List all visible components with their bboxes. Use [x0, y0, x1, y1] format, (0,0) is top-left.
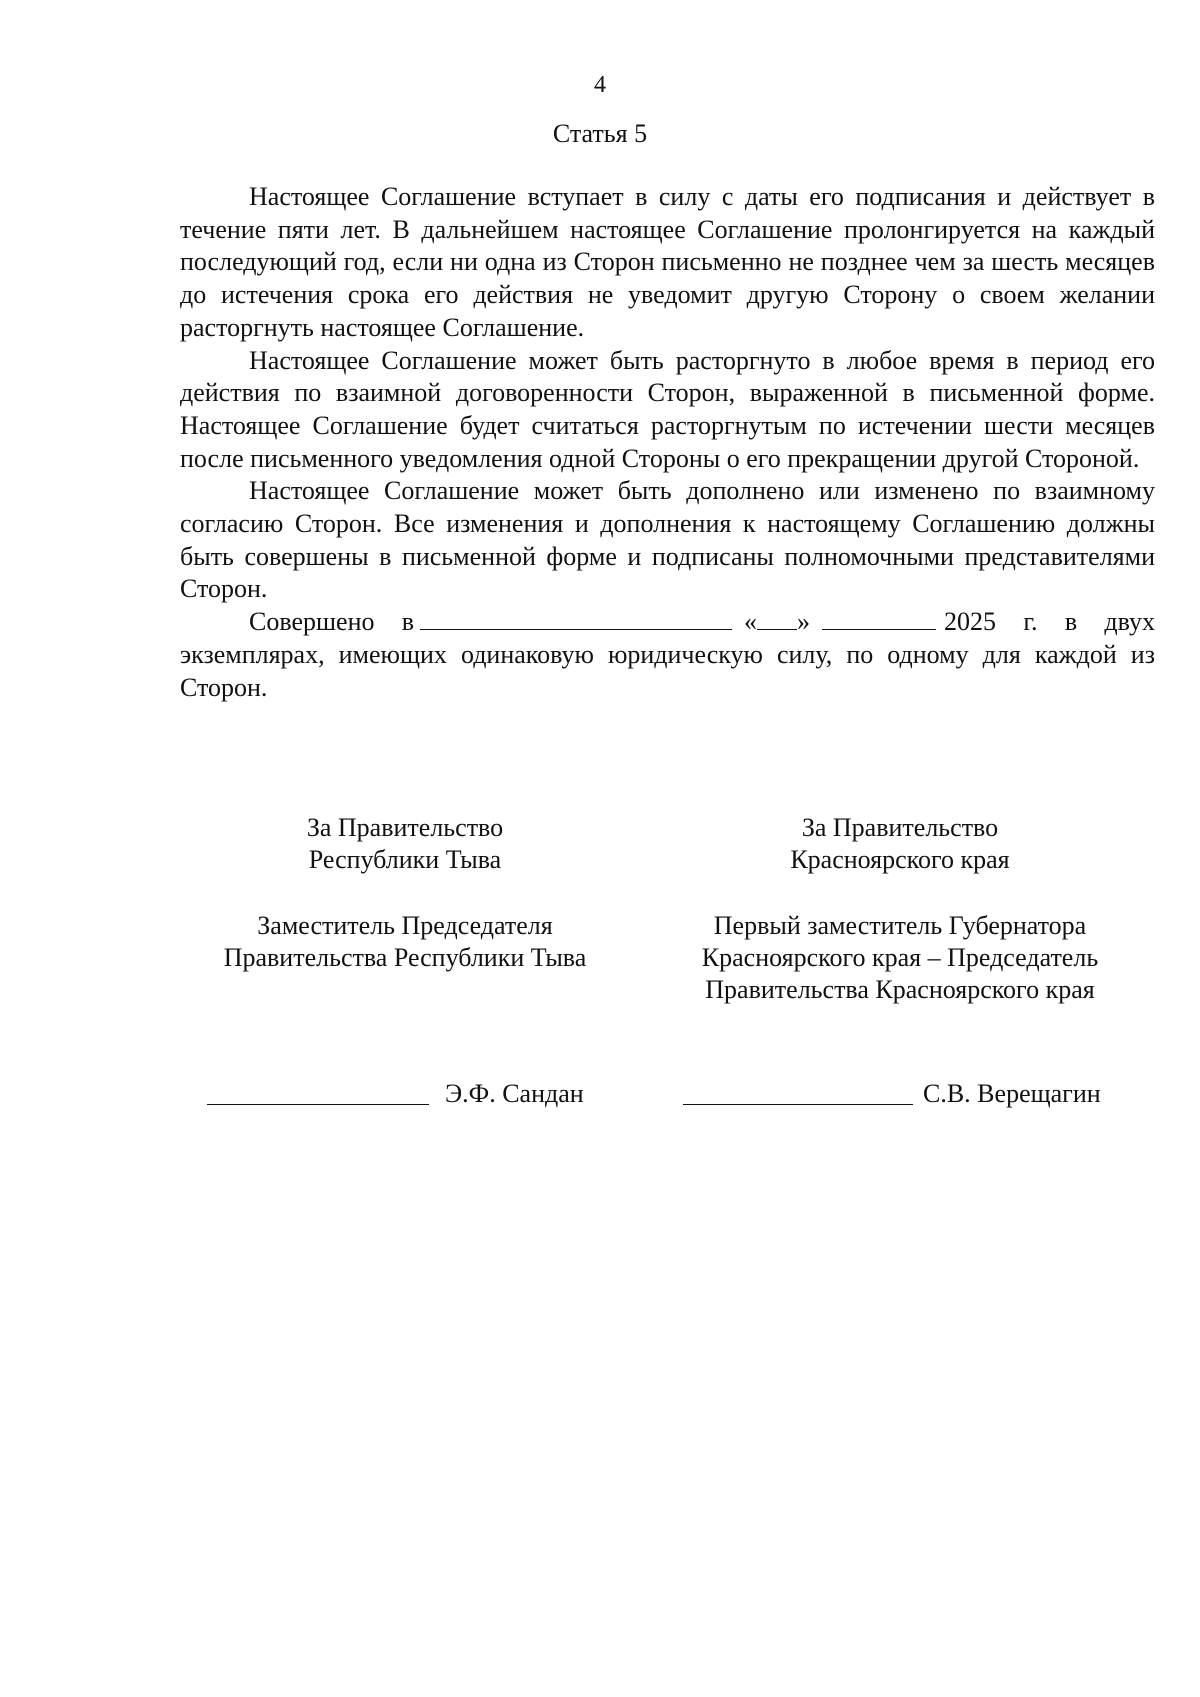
right-position-line-1: Первый заместитель Губернатора: [713, 911, 1087, 940]
executed-prefix: Совершено в: [249, 607, 415, 637]
page-number: 4: [594, 72, 606, 98]
left-position-line-1: Заместитель Председателя: [257, 911, 553, 940]
executed-year-suffix: 2025 г. в двух экземплярах, имеющих одинаковую юридическую силу, по одному для каждой из Сторон.: [180, 607, 1156, 702]
article-body: [180, 181, 1155, 704]
right-party-line-1: За Правительство: [801, 813, 999, 842]
month-blank: [822, 607, 936, 630]
quote-close: »: [797, 607, 811, 637]
left-party-line-1: За Правительство: [306, 813, 504, 842]
article-title: Статья 5: [552, 119, 648, 148]
right-signature-line: [683, 1104, 913, 1105]
right-position-line-2: Красноярского края – Председатель: [701, 943, 1099, 972]
right-signer-name: С.В. Верещагин: [923, 1079, 1101, 1108]
paragraph-1: Настоящее Соглашение вступает в силу с даты его подписания и действует в течение пяти лет. В дальнейшем настоящее Соглашение пролонгируется на каждый последующий год, если ни одна из Сторон письменно не позднее чем за шесть месяцев до истечения срока его действия не уведомит другую Сторону о своем желании расторгнуть настоящее Соглашение.: [180, 182, 1155, 342]
right-party-line-2: Красноярского края: [790, 845, 1010, 874]
paragraph-3: Настоящее Соглашение может быть дополнено или изменено по взаимному согласию Сторон. Все изменения и дополнения к настоящему Соглашению должны быть совершены в письменной форме и подписаны полномочными представителями Сторон.: [180, 476, 1155, 604]
left-party-heading: [195, 812, 615, 876]
executed-clause: [180, 606, 1155, 704]
left-position-line-2: Правительства Республики Тыва: [223, 943, 587, 972]
day-blank: [757, 607, 797, 630]
left-party-line-2: Республики Тыва: [308, 845, 502, 874]
right-position-line-3: Правительства Красноярского края: [705, 975, 1095, 1004]
paragraph-2: Настоящее Соглашение может быть расторгнуто в любое время в период его действия по взаимной договоренности Сторон, выраженной в письменной форме. Настоящее Соглашение будет считаться расторгнутым по истечении шести месяцев после письменного уведомления одной Стороны о его прекращении другой Стороной.: [180, 345, 1155, 473]
right-signer-position: [660, 910, 1140, 1006]
place-blank: [420, 607, 732, 630]
quote-open: «: [744, 607, 758, 637]
left-signature-line: [207, 1104, 429, 1105]
left-signer-position: [180, 910, 630, 974]
right-party-heading: [670, 812, 1130, 876]
left-signer-name: Э.Ф. Сандан: [445, 1079, 584, 1108]
